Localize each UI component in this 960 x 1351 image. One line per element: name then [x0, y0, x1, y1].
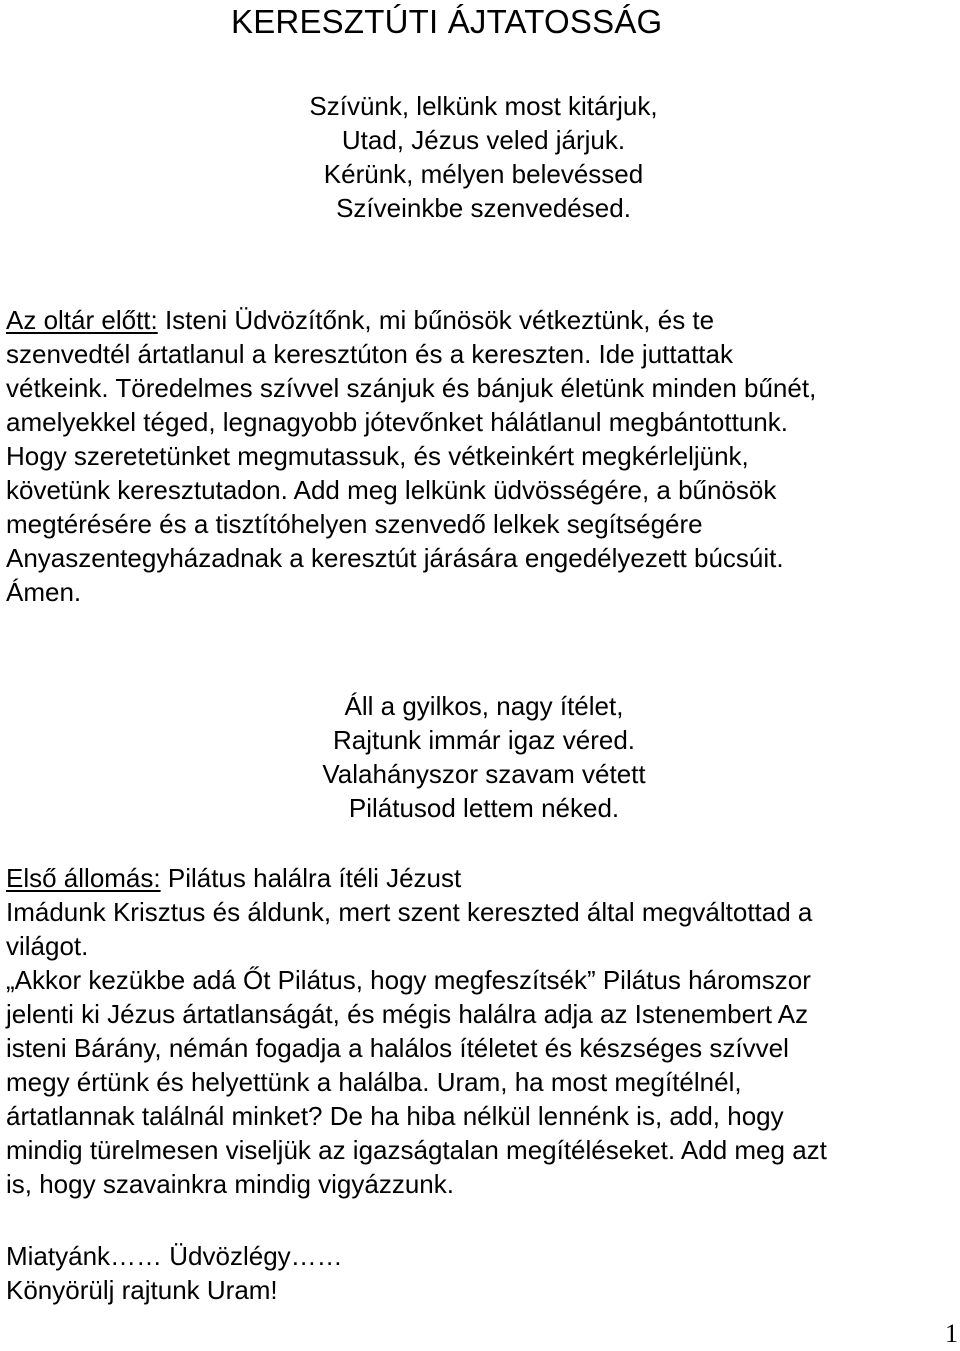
verse-line: Pilátusod lettem néked.	[348, 793, 620, 823]
station-verse	[0, 689, 960, 825]
verse-line: Szíveinkbe szenvedésed.	[336, 193, 631, 223]
verse-line: Utad, Jézus veled járjuk.	[341, 125, 626, 155]
prayer-line: Könyörülj rajtunk Uram!	[6, 1275, 278, 1305]
verse-line: Valahányszor szavam vétett	[322, 759, 646, 789]
prayer-line: Miatyánk…… Üdvözlégy……	[6, 1241, 343, 1271]
station-heading	[6, 861, 956, 895]
prose-line: megy értünk és helyettünk a halálba. Uram, ha most megítélnél,	[6, 1067, 742, 1097]
verse-line: Szívünk, lelkünk most kitárjuk,	[309, 91, 658, 121]
prose-line: isteni Bárány, némán fogadja a halálos ítéletet és készséges szívvel	[6, 1033, 789, 1063]
prose-line: amelyekkel téged, legnagyobb jótevőnket hálátlanul megbántottunk.	[6, 407, 788, 437]
prose-line: Anyaszentegyházadnak a keresztút járására engedélyezett búcsúit.	[6, 543, 784, 573]
prose-line: követünk keresztutadon. Add meg lelkünk üdvösségére, a bűnösök	[6, 475, 777, 505]
prose-line: mindig türelmesen viseljük az igazságtalan megítéléseket. Add meg azt	[6, 1135, 827, 1165]
prose-line: világot.	[6, 931, 89, 961]
verse-line: Kérünk, mélyen belevéssed	[323, 159, 644, 189]
prose-line: megtérésére és a tisztítóhelyen szenvedő lelkek segítségére	[6, 509, 703, 539]
closing-prayers	[6, 1239, 956, 1307]
verse-line: Áll a gyilkos, nagy ítélet,	[344, 691, 624, 721]
altar-prayer	[6, 303, 956, 609]
page-number: 1	[945, 1319, 958, 1348]
station-title: Pilátus halálra ítéli Jézust	[160, 863, 462, 893]
prose-text: Isteni Üdvözítőnk, mi bűnösök vétkeztünk, és te	[157, 305, 715, 335]
prose-line: szenvedtél ártatlanul a keresztúton és a kereszten. Ide juttattak	[6, 339, 733, 369]
altar-label: Az oltár előtt:	[6, 305, 158, 335]
prose-line: jelenti ki Jézus ártatlanságát, és mégis halálra adja az Istenembert Az	[6, 999, 809, 1029]
prose-line: „Akkor kezükbe adá Őt Pilátus, hogy megfeszítsék” Pilátus háromszor	[6, 965, 811, 995]
prose-line: vétkeink. Töredelmes szívvel szánjuk és bánjuk életünk minden bűnét,	[6, 373, 817, 403]
first-station	[6, 861, 956, 1201]
verse-line: Rajtunk immár igaz véred.	[333, 725, 635, 755]
prose-line: Hogy szeretetünket megmutassuk, és vétkeinkért megkérleljünk,	[6, 441, 749, 471]
opening-verse	[0, 89, 960, 225]
station-label: Első állomás:	[6, 863, 161, 893]
prose-line	[6, 303, 956, 337]
prose-line: ártatlannak találnál minket? De ha hiba nélkül lennénk is, add, hogy	[6, 1101, 784, 1131]
prose-line: is, hogy szavainkra mindig vigyázzunk.	[6, 1169, 454, 1199]
page-title: KERESZTÚTI ÁJTATOSSÁG	[231, 3, 663, 40]
prose-line: Ámen.	[6, 577, 82, 607]
prose-line: Imádunk Krisztus és áldunk, mert szent kereszted által megváltottad a	[6, 897, 813, 927]
